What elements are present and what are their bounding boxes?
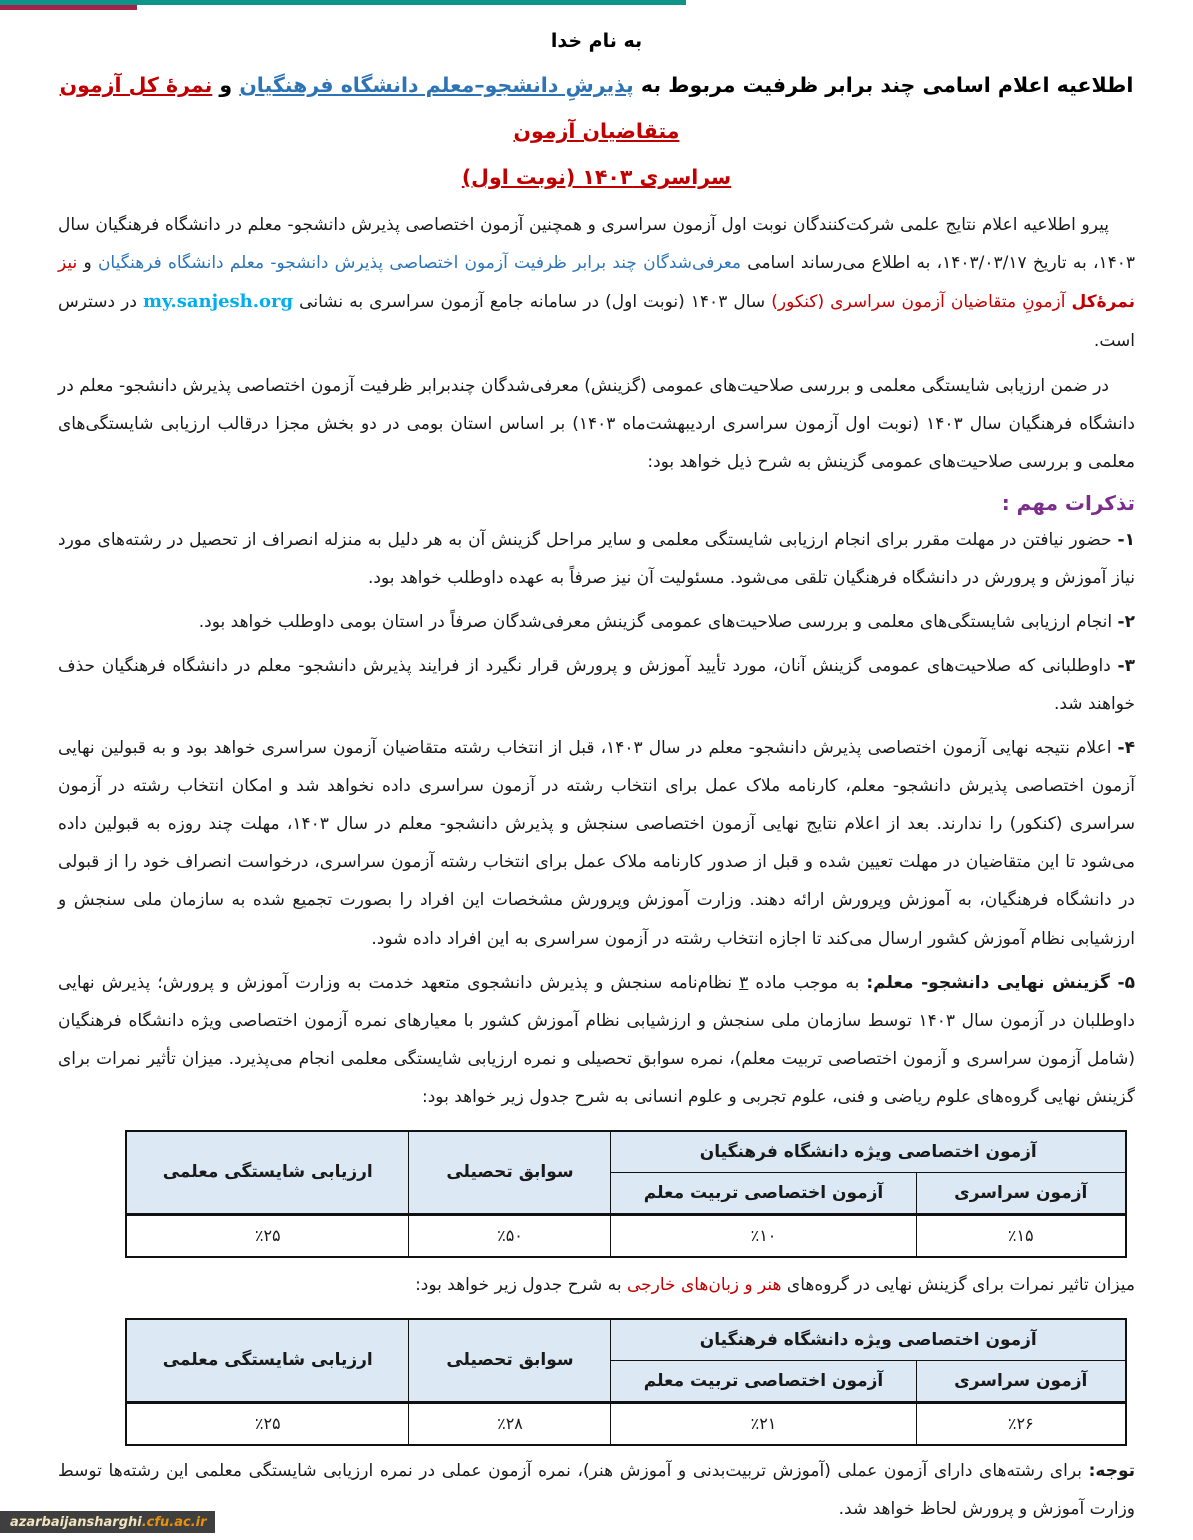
note-3	[58, 647, 1135, 723]
note-5-text-1: به موجب ماده	[748, 972, 867, 993]
between-text-1: میزان تاثیر نمرات برای گزینش نهایی در گروه‌های	[781, 1274, 1135, 1295]
note-5-article-number: ۳	[739, 972, 749, 993]
footnote-bold-lead: توجه:	[1088, 1460, 1135, 1481]
score-weights-table-main-groups	[125, 1130, 1127, 1258]
table2-group-header: آزمون اختصاصی ویژه دانشگاه فرهنگیان	[611, 1319, 1126, 1361]
title-conjunction: و	[212, 73, 240, 97]
note-5-bold-lead: ۵- گزینش نهایی دانشجو- معلم:	[866, 972, 1135, 993]
footnote-text: برای رشته‌های دارای آزمون عملی (آموزش تربیت‌بدنی و آموزش هنر)، نمره آزمون عملی در نمره ارزیابی شایستگی معلمی این رشته‌ها توسط وزارت آموزش و پرورش لحاظ خواهد شد.	[58, 1460, 1135, 1519]
intro-red-bold-score: نمرهٔ‌کل	[1071, 292, 1135, 313]
table2-value-national-exam: ٪۲۶	[916, 1402, 1126, 1445]
table2-value-teacher-training-exam: ٪۲۱	[611, 1402, 916, 1445]
note-4	[58, 729, 1135, 957]
table2-col-national-exam: آزمون سراسری	[916, 1360, 1126, 1402]
sanjesh-link[interactable]: my.sanjesh.org	[142, 291, 294, 313]
note-2-number: ۲-	[1117, 611, 1135, 632]
table1-value-teacher-training-exam: ٪۱۰	[611, 1214, 916, 1257]
main-title	[58, 62, 1135, 200]
between-red-art-languages: هنر و زبان‌های خارجی	[626, 1274, 782, 1295]
title-blue-link[interactable]: پذیرشِ دانشجو–معلم دانشگاه فرهنگیان	[239, 73, 634, 97]
intro-blue-candidates: معرفی‌شدگان چند برابر ظرفیت آزمون اختصاصی پذیرش دانشجو- معلم دانشگاه فرهنگیان	[97, 253, 742, 274]
intro-text-1: پیرو اطلاعیه اعلام نتایج علمی شرکت‌کنندگان نوبت اول آزمون سراسری و همچنین آزمون اختصاصی پذیرش دانشجو- معلم در دانشگاه فرهنگیان سال ۱۴۰۳، به تاریخ ۱۴۰۳/۰۳/۱۷، به اطلاع می‌رساند اسامی	[58, 215, 1135, 274]
table2-col-academic-records: سوابق تحصیلی	[409, 1319, 611, 1403]
note-1	[58, 521, 1135, 597]
note-2-text: انجام ارزیابی شایستگی‌های معلمی و بررسی صلاحیت‌های عمومی گزینش معرفی‌شدگان صرفاً در استان بومی داوطلب خواهد بود.	[198, 611, 1118, 632]
score-weights-table-art-language-groups	[125, 1318, 1127, 1446]
table2-value-teacher-competency: ٪۲۵	[126, 1402, 409, 1445]
intro-red-konkur: آزمونِ متقاضیان آزمون سراسری (کنکور)	[771, 292, 1072, 313]
note-4-number: ۴-	[1117, 738, 1135, 759]
intro-text-4: در دسترس است.	[58, 292, 1135, 352]
note-5	[58, 964, 1135, 1116]
watermark-domain: .cfu.ac.ir	[141, 1514, 207, 1530]
bismillah-heading: به نام خدا	[550, 30, 643, 52]
note-1-number: ۱-	[1117, 529, 1135, 550]
intro-text-2: و	[77, 253, 98, 274]
table1-col-teacher-competency: ارزیابی شایستگی معلمی	[126, 1131, 409, 1215]
intro-text-3: سال ۱۴۰۳ (نوبت اول) در سامانه جامع آزمون سراسری به نشانی	[293, 292, 772, 313]
table1-value-teacher-competency: ٪۲۵	[126, 1214, 409, 1257]
table2-col-teacher-competency: ارزیابی شایستگی معلمی	[126, 1319, 409, 1403]
important-notes-heading: تذکرات مهم :	[1001, 490, 1135, 515]
table1-col-national-exam: آزمون سراسری	[916, 1172, 1126, 1214]
title-red-part: نمرهٔ کل آزمون متقاضیان آزمون	[59, 73, 680, 143]
practical-exam-footnote	[58, 1452, 1135, 1528]
site-watermark	[0, 1511, 215, 1533]
table2-col-teacher-training-exam: آزمون اختصاصی تربیت معلم	[611, 1360, 916, 1402]
title-black-part: اطلاعیه اعلام اسامی چند برابر ظرفیت مربوط به	[633, 73, 1134, 97]
between-text-2: به شرح جدول زیر خواهد بود:	[415, 1274, 627, 1295]
title-line2-red: سراسری ۱۴۰۳ (نوبت اول)	[461, 165, 732, 189]
table1-value-national-exam: ٪۱۵	[916, 1214, 1126, 1257]
table2-value-academic-records: ٪۲۸	[409, 1402, 611, 1445]
watermark-site-name: azarbaijansharghi	[10, 1514, 142, 1530]
note-1-text: حضور نیافتن در مهلت مقرر برای انجام ارزیابی شایستگی معلمی و سایر مراحل گزینش آن به هر دلیل به منزله انصراف از تحصیل در رشته‌های مورد نیاز آموزش و پرورش در دانشگاه فرهنگیان تلقی می‌شود. مسئولیت آن نیز صرفاً به عهده داوطلب خواهد بود.	[58, 529, 1135, 588]
intro-paragraph	[58, 206, 1135, 361]
table1-group-header: آزمون اختصاصی ویژه دانشگاه فرهنگیان	[611, 1131, 1126, 1173]
intro-red-niz: نیز	[58, 253, 78, 274]
table1-col-teacher-training-exam: آزمون اختصاصی تربیت معلم	[611, 1172, 916, 1214]
table1-value-academic-records: ٪۵۰	[409, 1214, 611, 1257]
note-3-number: ۳-	[1117, 656, 1135, 677]
document-content	[0, 30, 1193, 1528]
note-2	[58, 603, 1135, 641]
note-5-text-2: نظام‌نامه سنجش و پذیرش دانشجوی متعهد خدمت به وزارت آموزش و پرورش؛ پذیرش نهایی داوطلبان در آزمون سال ۱۴۰۳ توسط سازمان ملی سنجش و ارزشیابی نظام آموزش کشور با معیارهای نمره آزمون اختصاصی ویژه دانشگاه فرهنگیان (شامل آزمون سراسری و آزمون اختصاصی تربیت معلم)، نمره سوابق تحصیلی و نمره ارزیابی شایستگی معلمی انجام می‌پذیرد. میزان تأثیر نمرات برای گزینش نهایی گروه‌های علوم ریاضی و فنی، علوم تجربی و علوم انسانی به شرح جدول زیر خواهد بود:	[58, 972, 1135, 1107]
note-4-text: اعلام نتیجه نهایی آزمون اختصاصی پذیرش دانشجو- معلم در سال ۱۴۰۳، قبل از انتخاب رشته متقاضیان آزمون سراسری خواهد بود و به قبولین نهایی آزمون اختصاصی پذیرش دانشجو- معلم، کارنامه ملاک عمل برای انتخاب رشته در آزمون سراسری داده نخواهد شد و امکان انتخاب رشته در آزمون سراسری (کنکور) را ندارند. بعد از اعلام نتایج نهایی آزمون اختصاصی سنجش و پذیرش دانشجو- معلم در سال ۱۴۰۳، مهلت چند روزه به قبولین داده می‌شود تا این متقاضیان در مهلت تعیین شده و قبل از صدور کارنامه ملاک عمل برای انتخاب رشته آزمون سراسری، درخواست انصراف خود را از قبولی در دانشگاه فرهنگیان، به آموزش وپرورش ارائه دهند. وزارت آموزش وپرورش مشخصات این افراد را بصورت تجمیع شده به سازمان ملی سنجش و ارزشیابی نظام آموزش کشور ارسال می‌کند تا اجازه انتخاب رشته در آزمون سراسری به این افراد داده شود.	[58, 738, 1135, 949]
between-tables-text	[58, 1268, 1135, 1304]
note-3-text: داوطلبانی که صلاحیت‌های عمومی گزینش آنان، مورد تأیید آموزش و پرورش قرار نگیرد از فرایند پذیرش دانشجو- معلم در دانشگاه فرهنگیان حذف خواهند شد.	[58, 656, 1135, 715]
table1-col-academic-records: سوابق تحصیلی	[409, 1131, 611, 1215]
second-paragraph: در ضمن ارزیابی شایستگی معلمی و بررسی صلاحیت‌های عمومی (گزینش) معرفی‌شدگان چندبرابر ظرفیت آزمون اختصاصی پذیرش دانشجو- معلم در دانشگاه فرهنگیان سال ۱۴۰۳ (نوبت اول آزمون سراسری اردیبهشت‌ماه ۱۴۰۳) بر اساس استان بومی در دو بخش مجزا درقالب ارزیابی شایستگی‌های معلمی و بررسی صلاحیت‌های عمومی گزینش به شرح ذیل خواهد بود:	[58, 375, 1135, 472]
top-crimson-bar	[0, 5, 137, 10]
